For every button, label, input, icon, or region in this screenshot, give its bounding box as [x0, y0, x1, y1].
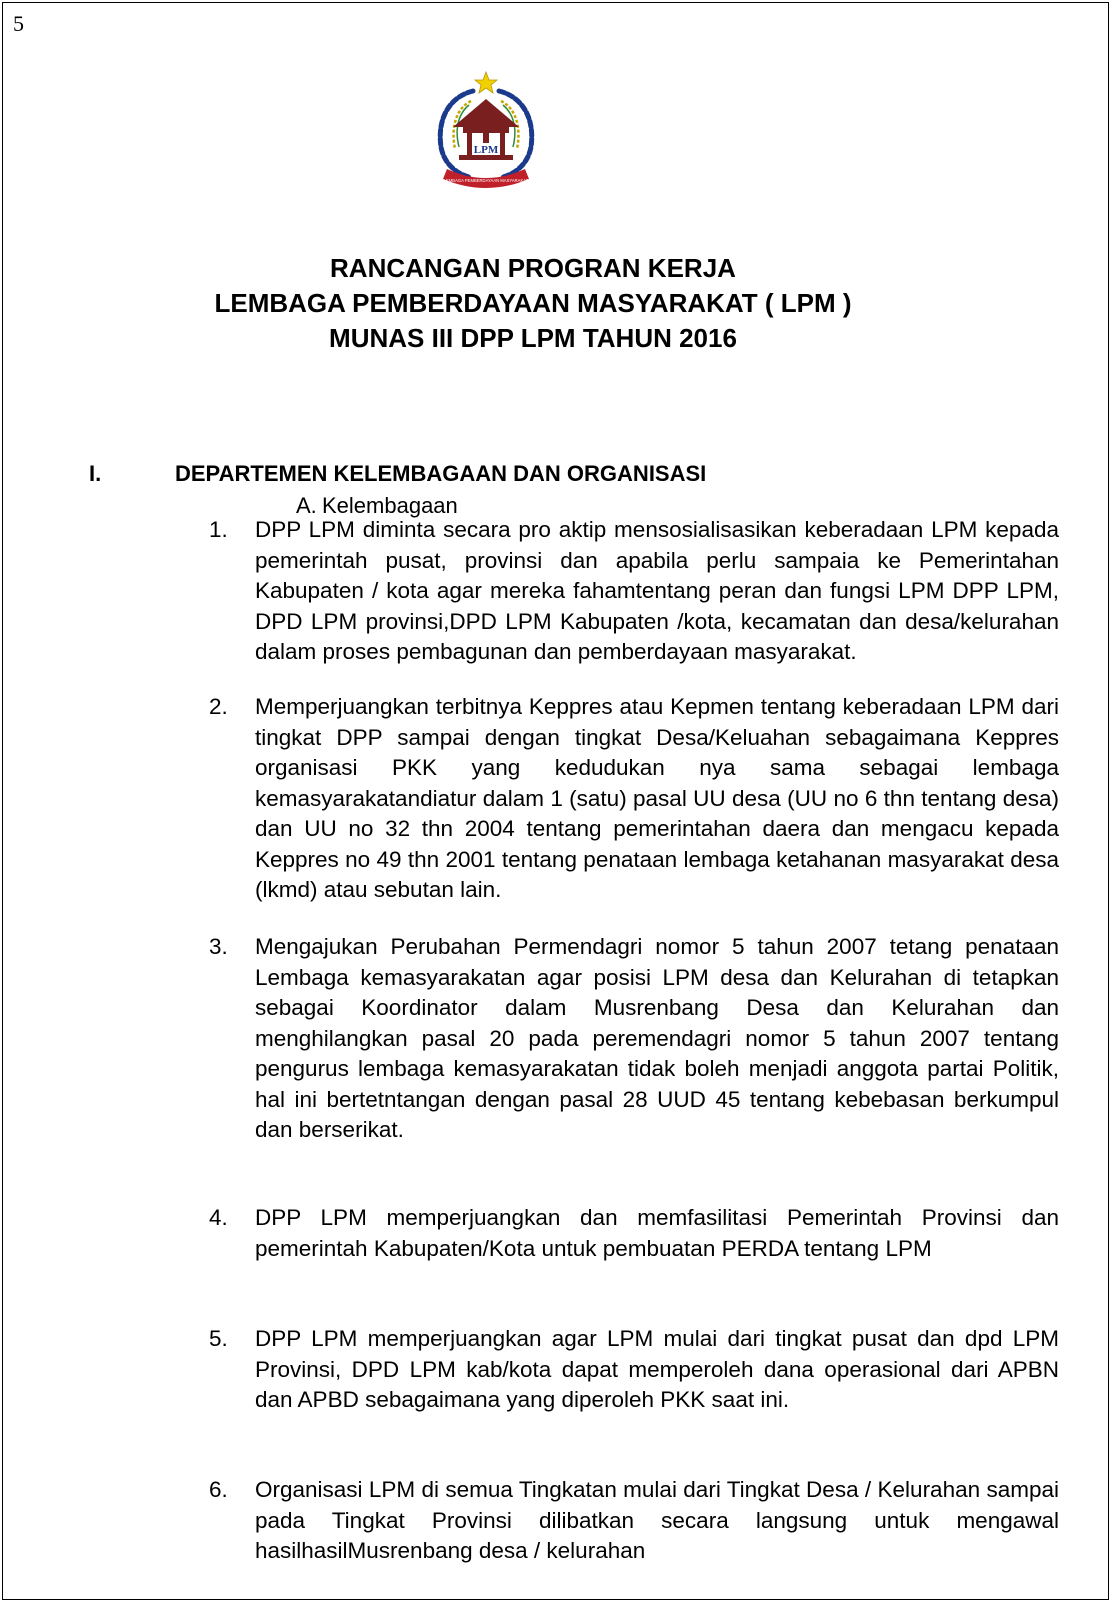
- list-item: [209, 1475, 1059, 1567]
- lpm-logo: [411, 69, 561, 195]
- logo-label: LPM: [473, 144, 499, 156]
- list-item: [209, 692, 1059, 906]
- document-title: [3, 251, 1063, 356]
- list-item-number: 1.: [209, 517, 228, 542]
- list-item: [209, 1203, 1059, 1264]
- list-item: [209, 515, 1059, 668]
- list-item-text: Memperjuangkan terbitnya Keppres atau Kepmen tentang keberadaan LPM dari tingkat DPP sampai dengan tingkat Desa/Keluahan sebagaimana Keppres organisasi PKK yang kedudukan nya sama sebagai lembaga kemasyarakatandiatur dalam 1 (satu) pasal UU desa (UU no 6 thn tentang desa) dan UU no 32 thn 2004 tentang pemerintahan daera dan mengacu kepada Keppres no 49 thn 2001 tentang penataan lembaga ketahanan masyarakat desa (lkmd) atau sebutan lain.: [255, 694, 1059, 902]
- logo-ribbon-text: LEMBAGA PEMBERDAYAAN MASYARAKAT: [443, 178, 529, 183]
- document-page: [2, 2, 1109, 1600]
- title-line-3: MUNAS III DPP LPM TAHUN 2016: [329, 323, 737, 353]
- logo-star: [475, 72, 497, 93]
- page-number: 5: [13, 11, 24, 36]
- list-item-text: DPP LPM memperjuangkan dan memfasilitasi Pemerintah Provinsi dan pemerintah Kabupaten/Kota untuk pembuatan PERDA tentang LPM: [255, 1205, 1059, 1261]
- subsection-letter: A.: [296, 493, 317, 518]
- subsection-title: Kelembagaan: [322, 493, 458, 518]
- section-number: I.: [89, 461, 102, 486]
- list-item: [209, 932, 1059, 1146]
- title-line-1: RANCANGAN PROGRAN KERJA: [330, 253, 736, 283]
- logo-house-roof: [453, 99, 519, 127]
- title-line-2: LEMBAGA PEMBERDAYAAN MASYARAKAT ( LPM ): [214, 288, 852, 318]
- list-item-number: 4.: [209, 1205, 228, 1230]
- list-item-text: DPP LPM diminta secara pro aktip mensosialisasikan keberadaan LPM kepada pemerintah pusat, provinsi dan apabila perlu sampaia ke Pemerintahan Kabupaten / kota agar mereka fahamtentang peran dan fungsi LPM DPP LPM, DPD LPM provinsi,DPD LPM Kabupaten /kota, kecamatan dan desa/kelurahan dalam proses pembagunan dan pemberdayaan masyarakat.: [255, 517, 1059, 664]
- list-item: [209, 1324, 1059, 1416]
- list-item-text: Mengajukan Perubahan Permendagri nomor 5 tahun 2007 tetang penataan Lembaga kemasyarakatan agar posisi LPM desa dan Kelurahan di tetapkan sebagai Koordinator dalam Musrenbang Desa dan Kelurahan dan menghilangkan pasal 20 pada peremendagri nomor 5 tahun 2007 tentang pengurus lembaga kemasyarakatan tidak boleh menjadi anggota partai Politik, hal ini bertetntangan dengan pasal 28 UUD 45 tentang kebebasan berkumpul dan berserikat.: [255, 934, 1059, 1142]
- list-item-text: Organisasi LPM di semua Tingkatan mulai dari Tingkat Desa / Kelurahan sampai pada Tingkat Provinsi dilibatkan secara langsung untuk mengawal hasilhasilMusrenbang desa / kelurahan: [255, 1477, 1059, 1563]
- list-item-number: 3.: [209, 934, 228, 959]
- list-item-number: 6.: [209, 1477, 228, 1502]
- section-title: DEPARTEMEN KELEMBAGAAN DAN ORGANISASI: [175, 461, 707, 486]
- list-item-number: 5.: [209, 1326, 228, 1351]
- list-item-number: 2.: [209, 694, 228, 719]
- list-item-text: DPP LPM memperjuangkan agar LPM mulai dari tingkat pusat dan dpd LPM Provinsi, DPD LPM kab/kota dapat memperoleh dana operasional dari APBN dan APBD sebagaimana yang diperoleh PKK saat ini.: [255, 1326, 1059, 1412]
